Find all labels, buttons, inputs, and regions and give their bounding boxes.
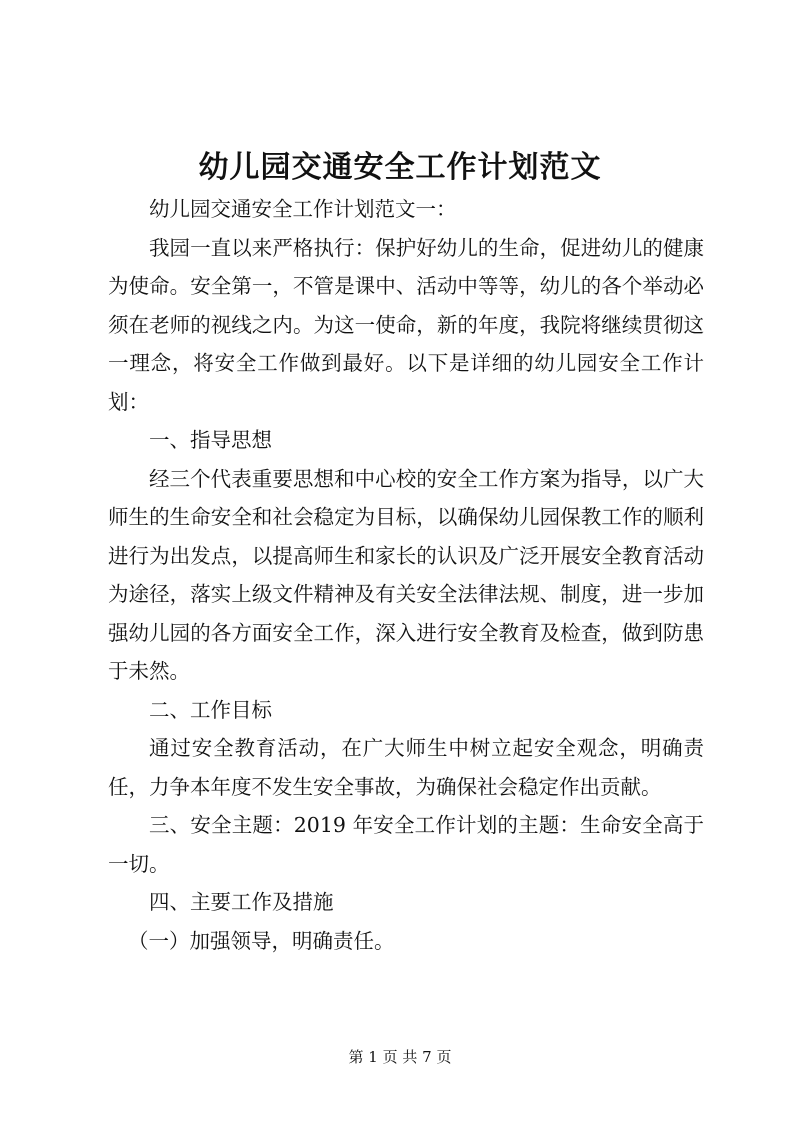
section-heading-work-goals: 二、工作目标 [149, 697, 272, 722]
paragraph-safety-theme: 三、安全主题：2019 年安全工作计划的主题：生命安全高于一切。 [108, 813, 704, 876]
paragraph-work-goals: 通过安全教育活动，在广大师生中树立起安全观念，明确责任，力争本年度不发生安全事故，为确保社会稳定作出贡献。 [108, 736, 704, 799]
paragraph-intro: 我园一直以来严格执行：保护好幼儿的生命，促进幼儿的健康为使命。安全第一，不管是课中、活动中等等，幼儿的各个举动必须在老师的视线之内。为这一使命，新的年度，我院将继续贯彻这一理念，将安全工作做到最好。以下是详细的幼儿园安全工作计划： [108, 235, 704, 414]
paragraph-guiding-ideology: 经三个代表重要思想和中心校的安全工作方案为指导，以广大师生的生命安全和社会稳定为目标，以确保幼儿园保教工作的顺利进行为出发点，以提高师生和家长的认识及广泛开展安全教育活动为途径，落实上级文件精神及有关安全法律法规、制度，进一步加强幼儿园的各方面安全工作，深入进行安全教育及检查，做到防患于未然。 [108, 466, 704, 683]
subsection-heading-leadership: （一）加强领导，明确责任。 [128, 928, 395, 953]
page-footer: 第 1 页 共 7 页 [348, 1048, 452, 1066]
paragraph-intro-heading: 幼儿园交通安全工作计划范文一： [149, 197, 457, 221]
section-heading-guiding-ideology: 一、指导思想 [149, 428, 272, 452]
document-title: 幼儿园交通安全工作计划范文 [198, 150, 602, 185]
document-body [108, 190, 704, 960]
section-heading-main-work: 四、主要工作及措施 [149, 890, 334, 914]
